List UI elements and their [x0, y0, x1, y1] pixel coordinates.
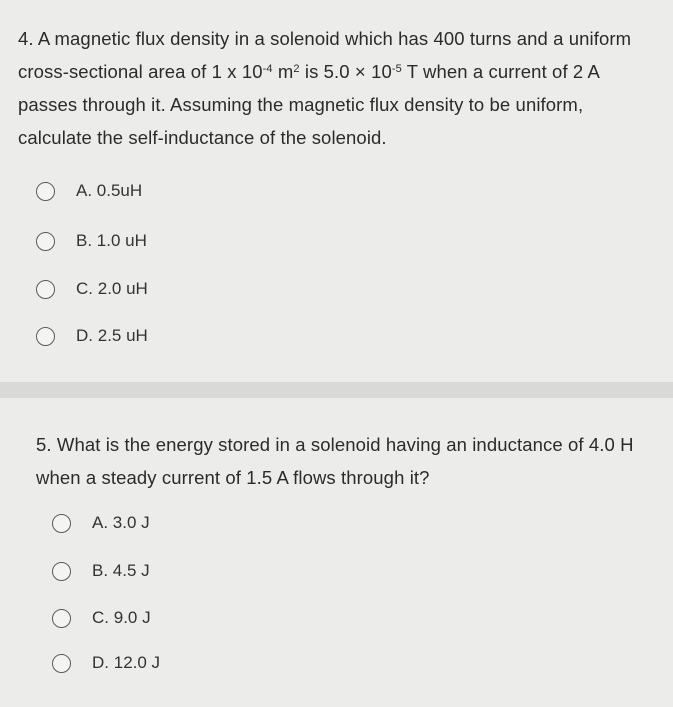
- option-text: 3.0 J: [112, 513, 150, 532]
- q4-exponent-2: 2: [293, 63, 300, 75]
- question-4-text: [18, 22, 631, 154]
- option-letter: B.: [92, 561, 109, 580]
- option-text: 12.0 J: [113, 653, 161, 672]
- q5-option-d-label: [92, 653, 160, 673]
- question-5-line-1: [36, 428, 634, 461]
- q4-option-a-label: [76, 181, 142, 201]
- q5-option-c-label: [92, 608, 151, 628]
- q4-line2-part-b: m: [272, 61, 294, 82]
- radio-button[interactable]: [52, 609, 71, 628]
- radio-button[interactable]: [36, 232, 55, 251]
- q4-option-c-label: [76, 279, 148, 299]
- q4-line2-part-c: is 5.0 × 10: [299, 61, 392, 82]
- radio-button[interactable]: [36, 280, 55, 299]
- radio-button[interactable]: [36, 327, 55, 346]
- q4-option-a[interactable]: [36, 181, 142, 201]
- option-text: 0.5uH: [96, 181, 143, 200]
- question-5-text: [36, 428, 634, 494]
- q4-option-b[interactable]: [36, 231, 147, 251]
- q4-exponent-3: -5: [391, 63, 402, 75]
- q5-option-b[interactable]: [52, 561, 150, 581]
- question-5-line-2: when a steady current of 1.5 A flows through it?: [36, 467, 430, 488]
- q5-option-d[interactable]: [52, 653, 160, 673]
- q4-option-d[interactable]: [36, 326, 148, 346]
- q4-option-d-label: [76, 326, 148, 346]
- option-text: 9.0 J: [113, 608, 151, 627]
- option-letter: C.: [92, 608, 109, 627]
- q4-line2-part-a: cross-sectional area of 1 x 10: [18, 61, 263, 82]
- option-letter: D.: [92, 653, 109, 672]
- radio-button[interactable]: [52, 514, 71, 533]
- q5-option-a[interactable]: [52, 513, 150, 533]
- question-4-line-1-text: A magnetic flux density in a solenoid which has 400 turns and a uniform: [37, 28, 632, 49]
- option-text: 4.5 J: [112, 561, 150, 580]
- option-letter: A.: [92, 513, 109, 532]
- radio-button[interactable]: [52, 562, 71, 581]
- radio-button[interactable]: [52, 654, 71, 673]
- question-4-line-1: [18, 22, 631, 55]
- question-4-line-2: [18, 55, 631, 88]
- q4-option-c[interactable]: [36, 279, 148, 299]
- question-5-number: 5.: [36, 434, 52, 455]
- option-letter: D.: [76, 326, 93, 345]
- q5-option-c[interactable]: [52, 608, 151, 628]
- q5-option-a-label: [92, 513, 150, 533]
- question-4-number: 4.: [18, 28, 34, 49]
- option-letter: C.: [76, 279, 93, 298]
- radio-button[interactable]: [36, 182, 55, 201]
- option-text: 2.0 uH: [97, 279, 148, 298]
- option-text: 1.0 uH: [96, 231, 147, 250]
- question-4-line-3: passes through it. Assuming the magnetic flux density to be uniform,: [18, 94, 584, 115]
- q5-option-b-label: [92, 561, 150, 581]
- q4-line2-part-d: T when a current of 2 A: [401, 61, 600, 82]
- q4-exponent-1: -4: [262, 63, 273, 75]
- q4-option-b-label: [76, 231, 147, 251]
- option-letter: A.: [76, 181, 93, 200]
- option-text: 2.5 uH: [97, 326, 148, 345]
- question-4-line-4: calculate the self-inductance of the solenoid.: [18, 127, 387, 148]
- option-letter: B.: [76, 231, 93, 250]
- question-5-line-1-text: What is the energy stored in a solenoid having an inductance of 4.0 H: [56, 434, 634, 455]
